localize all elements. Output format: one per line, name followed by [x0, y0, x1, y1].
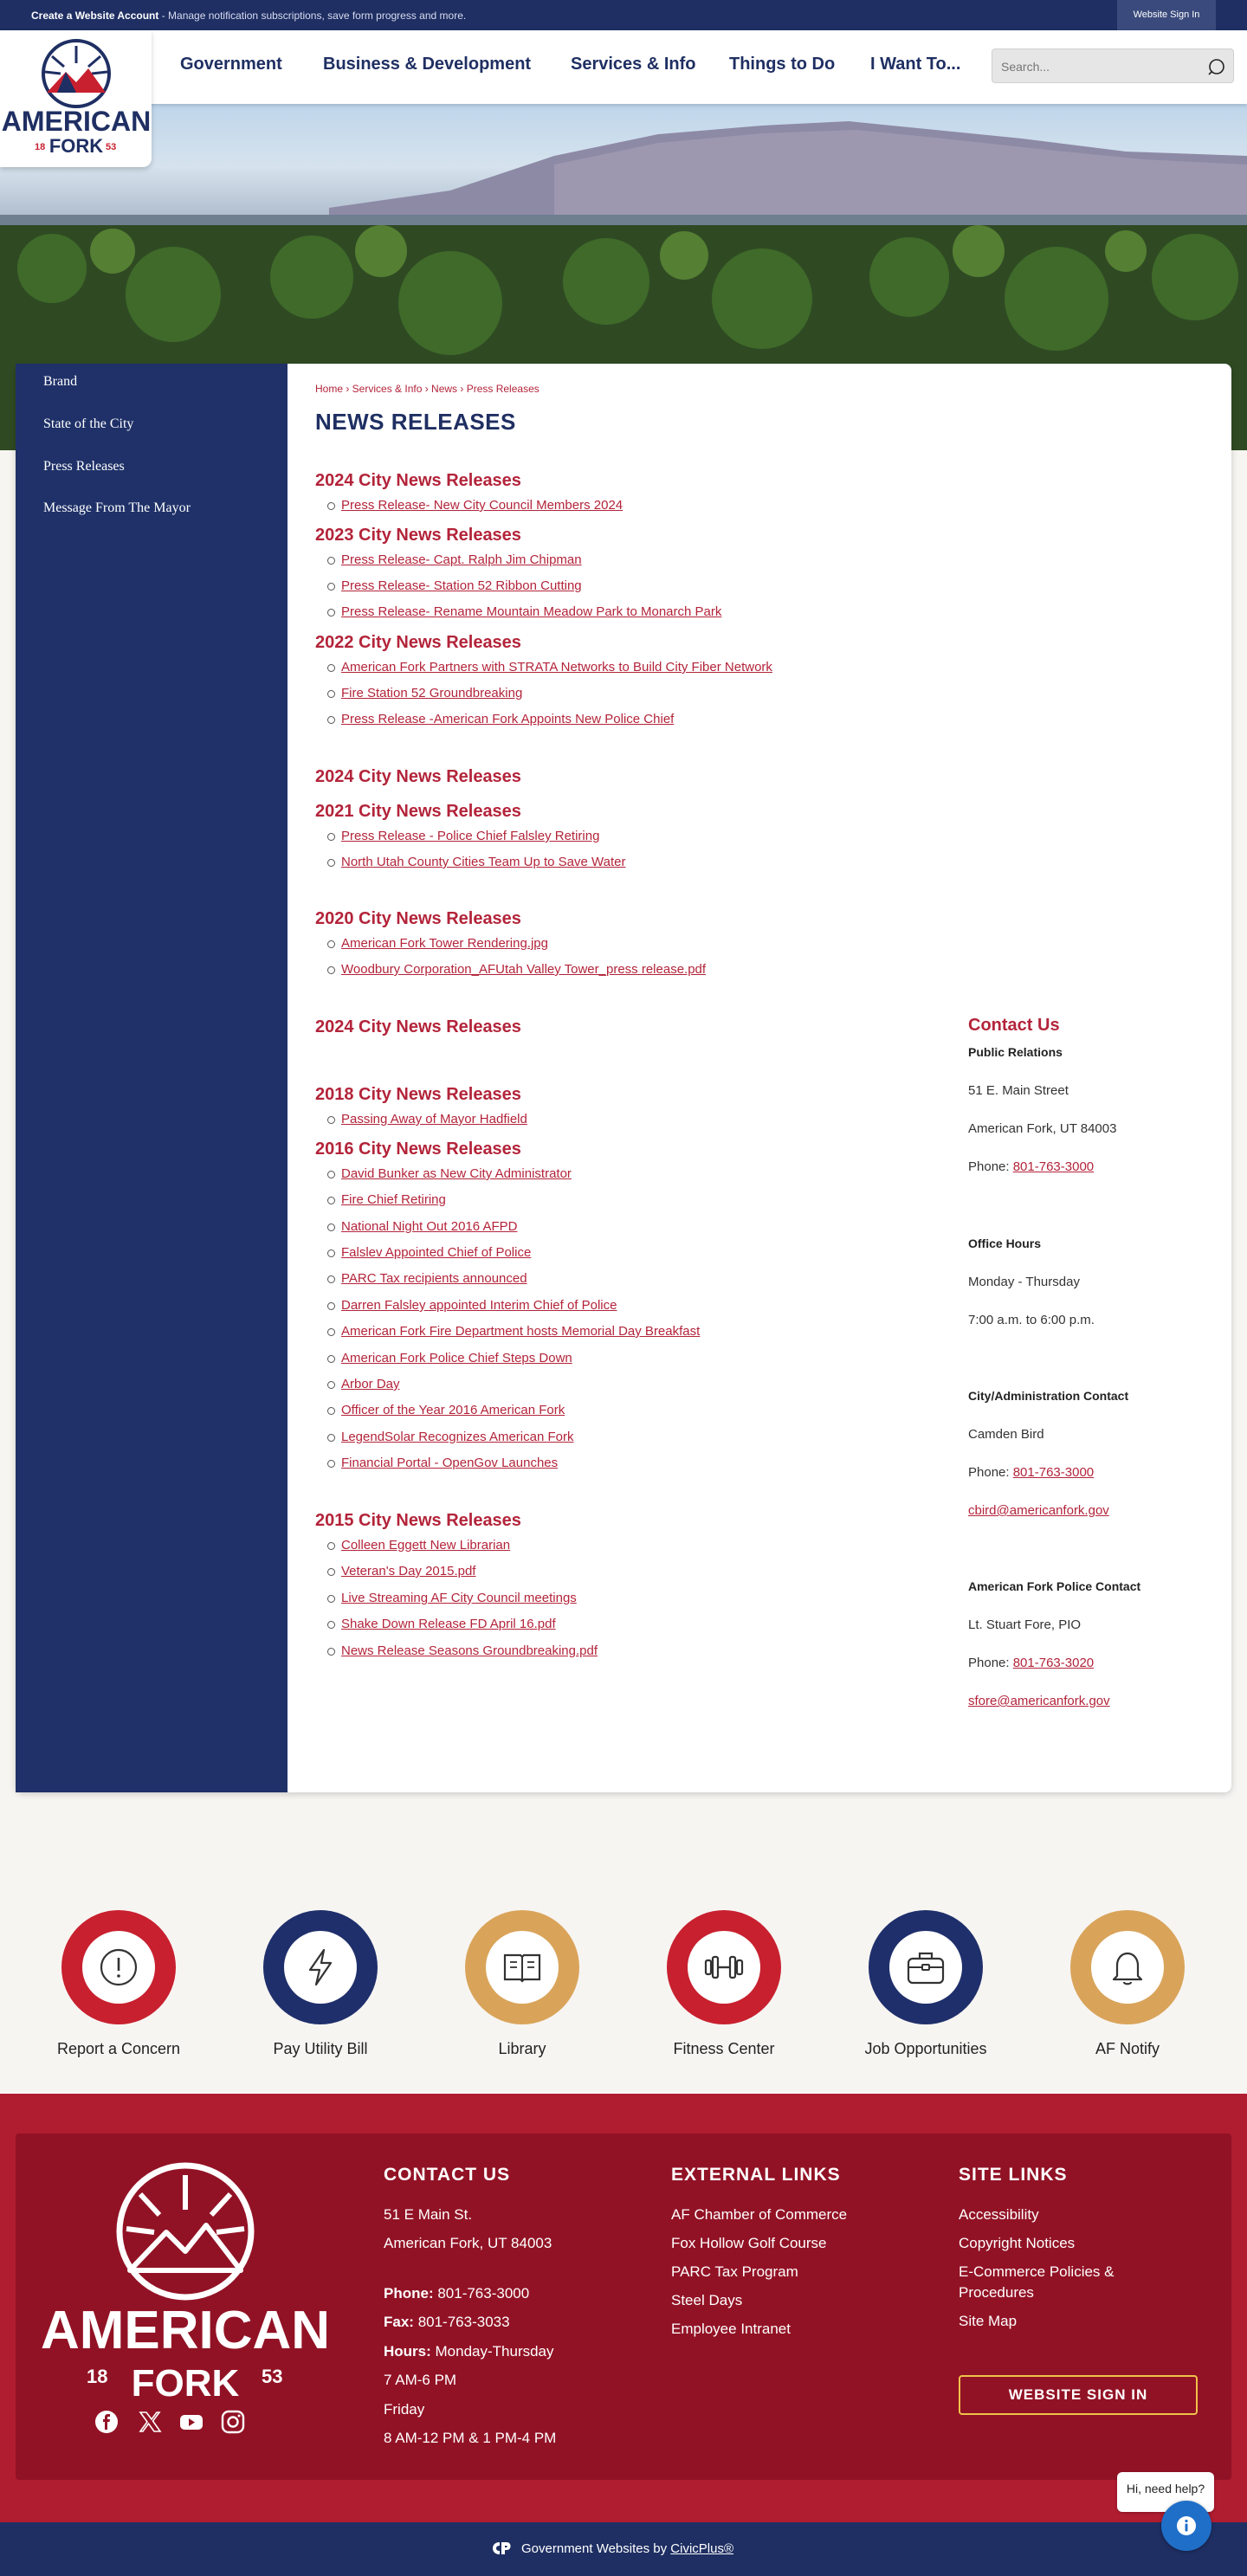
x-twitter-icon[interactable]: [137, 2409, 163, 2435]
police-phone: [968, 1656, 1094, 1670]
news-link[interactable]: Officer of the Year 2016 American Fork: [341, 1403, 565, 1417]
facebook-icon[interactable]: [94, 2409, 120, 2435]
news-link[interactable]: Press Release- Station 52 Ribbon Cutting: [341, 578, 582, 593]
svg-text:18: 18: [35, 142, 46, 152]
svg-text:53: 53: [262, 2366, 283, 2387]
quick-link-circle: [1070, 1910, 1185, 2024]
search-icon[interactable]: [1207, 57, 1226, 76]
civicplus-credit: [521, 2541, 733, 2556]
quick-link-label: Job Opportunities: [864, 2040, 987, 2057]
nav-things-to-do[interactable]: Things to Do: [729, 55, 836, 74]
police-email: [968, 1694, 1110, 1708]
quick-link-circle: [465, 1910, 579, 2024]
quick-link-report-a-concern[interactable]: [17, 1910, 220, 2058]
top-signin-button[interactable]: Website Sign In: [1117, 0, 1216, 30]
dumbbell-icon: [703, 1947, 745, 1988]
office-hours-time: 7:00 a.m. to 6:00 p.m.: [968, 1313, 1095, 1327]
quick-links: [0, 1870, 1247, 2095]
briefcase-icon: [905, 1947, 947, 1988]
news-link[interactable]: Woodbury Corporation_AFUtah Valley Tower_press release.pdf: [341, 962, 707, 977]
quick-link-label: Report a Concern: [56, 2040, 181, 2057]
news-link[interactable]: Live Streaming AF City Council meetings: [341, 1591, 577, 1605]
pr-phone-link[interactable]: 801-763-3000: [1012, 1159, 1095, 1174]
quick-link-fitness-center[interactable]: [623, 1910, 825, 2058]
footer: [0, 2094, 1247, 2522]
news-link[interactable]: Passing Away of Mayor Hadfield: [341, 1112, 527, 1127]
nav-government[interactable]: Government: [180, 55, 282, 74]
book-icon: [501, 1947, 543, 1988]
site-link-accessibility[interactable]: Accessibility: [959, 2206, 1039, 2223]
svg-text:FORK: FORK: [48, 135, 104, 157]
footer-contact-heading: CONTACT US: [384, 2165, 511, 2185]
footer-phone: [384, 2285, 529, 2302]
admin-phone: [968, 1465, 1094, 1480]
search-box: [992, 48, 1234, 83]
quick-link-library[interactable]: [421, 1910, 624, 2058]
footer-hours-days: Monday-Thursday: [430, 2343, 554, 2360]
news-link[interactable]: American Fork Fire Department hosts Memorial Day Breakfast: [341, 1324, 701, 1339]
external-link-chamber[interactable]: AF Chamber of Commerce: [671, 2206, 848, 2223]
quick-link-circle: [263, 1910, 378, 2024]
news-link[interactable]: Colleen Eggett New Librarian: [341, 1538, 511, 1553]
admin-phone-link[interactable]: 801-763-3000: [1012, 1465, 1095, 1480]
news-link[interactable]: Press Release- Capt. Ralph Jim Chipman: [341, 552, 582, 567]
quick-link-pay-utility-bill[interactable]: [219, 1910, 422, 2058]
section-heading: 2022 City News Releases: [315, 633, 521, 652]
bell-icon: [1107, 1947, 1148, 1988]
news-link[interactable]: American Fork Tower Rendering.jpg: [341, 936, 548, 951]
contact-us-heading: Contact Us: [968, 1016, 1060, 1035]
admin-contact-name: Camden Bird: [968, 1427, 1044, 1442]
site-link-ecommerce[interactable]: E-Commerce Policies &: [959, 2263, 1115, 2280]
quick-link-label: AF Notify: [1095, 2040, 1160, 2057]
news-link[interactable]: Financial Portal - OpenGov Launches: [341, 1456, 559, 1470]
pr-address-line1: 51 E. Main Street: [968, 1083, 1069, 1098]
site-link-ecommerce-line2[interactable]: Procedures: [959, 2284, 1034, 2301]
chat-button[interactable]: [1161, 2501, 1211, 2551]
admin-contact-heading: City/Administration Contact: [968, 1389, 1129, 1403]
youtube-icon[interactable]: [178, 2409, 204, 2435]
news-link[interactable]: Press Release- New City Council Members 2024: [341, 498, 624, 513]
news-link[interactable]: Fire Chief Retiring: [341, 1192, 446, 1207]
phone-label: Phone:: [968, 1656, 1013, 1670]
news-link[interactable]: LegendSolar Recognizes American Fork: [341, 1430, 574, 1444]
footer-address-line2: American Fork, UT 84003: [384, 2235, 552, 2251]
search-input[interactable]: [1001, 57, 1192, 76]
sidebar-item-press-releases[interactable]: Press Releases: [43, 459, 125, 474]
civicplus-text: Government Websites by: [521, 2541, 671, 2556]
breadcrumb[interactable]: Home › Services & Info › News › Press Releases: [315, 383, 540, 395]
top-bar: [0, 0, 1247, 30]
svg-text:18: 18: [87, 2366, 108, 2387]
external-link-golf[interactable]: Fox Hollow Golf Course: [671, 2235, 827, 2251]
quick-link-label: Library: [498, 2040, 546, 2057]
info-icon: [1176, 2515, 1197, 2536]
nav-business-development[interactable]: Business & Development: [323, 55, 532, 74]
police-contact-name: Lt. Stuart Fore, PIO: [968, 1617, 1082, 1632]
civicplus-icon: [491, 2540, 512, 2557]
footer-address-line1: 51 E Main St.: [384, 2206, 473, 2223]
svg-text:AMERICAN: AMERICAN: [40, 2301, 331, 2360]
footer-site-heading: SITE LINKS: [959, 2165, 1068, 2185]
nav-services-info[interactable]: Services & Info: [571, 55, 696, 74]
news-link[interactable]: PARC Tax recipients announced: [341, 1271, 527, 1286]
page-title: NEWS RELEASES: [315, 409, 516, 435]
footer-phone-label: Phone:: [384, 2285, 434, 2302]
footer-website-signin-button[interactable]: WEBSITE SIGN IN: [959, 2375, 1198, 2415]
section-heading: 2018 City News Releases: [315, 1085, 521, 1104]
news-link[interactable]: North Utah County Cities Team Up to Save Water: [341, 855, 626, 869]
police-contact-heading: American Fork Police Contact: [968, 1579, 1141, 1593]
section-heading: 2015 City News Releases: [315, 1511, 521, 1530]
section-heading: 2021 City News Releases: [315, 802, 521, 821]
section-heading: 2023 City News Releases: [315, 526, 521, 545]
news-link[interactable]: National Night Out 2016 AFPD: [341, 1219, 518, 1234]
sidebar-item-state-of-the-city[interactable]: State of the City: [43, 416, 134, 431]
news-link[interactable]: Fire Station 52 Groundbreaking: [341, 686, 523, 700]
site-link-site-map[interactable]: Site Map: [959, 2313, 1018, 2329]
public-relations-heading: Public Relations: [968, 1045, 1063, 1059]
news-link[interactable]: Press Release -American Fork Appoints New Police Chief: [341, 712, 675, 726]
instagram-icon[interactable]: [220, 2409, 246, 2435]
account-message-text: - Manage notification subscriptions, save form progress and more.: [158, 10, 467, 22]
police-phone-link[interactable]: 801-763-3020: [1012, 1656, 1095, 1670]
news-link[interactable]: News Release Seasons Groundbreaking.pdf: [341, 1643, 598, 1658]
quick-link-circle: [667, 1910, 781, 2024]
site-link-copyright[interactable]: Copyright Notices: [959, 2235, 1076, 2251]
footer-logo[interactable]: [40, 2149, 331, 2409]
news-link[interactable]: Veteran's Day 2015.pdf: [341, 1564, 476, 1579]
police-email-link[interactable]: sfore@americanfork.gov: [968, 1694, 1110, 1708]
footer-hours-time: 7 AM-6 PM: [384, 2372, 457, 2388]
chat-bubble[interactable]: Hi, need help?: [1117, 2472, 1214, 2512]
news-link[interactable]: Press Release - Police Chief Falsley Retiring: [341, 829, 600, 843]
site-logo[interactable]: [0, 30, 152, 167]
footer-friday-time: 8 AM-12 PM & 1 PM-4 PM: [384, 2430, 557, 2446]
sidebar-nav: [16, 364, 288, 1792]
news-link[interactable]: Falslev Appointed Chief of Police: [341, 1245, 532, 1260]
quick-link-af-notify[interactable]: [1026, 1910, 1229, 2058]
external-link-parc-tax[interactable]: PARC Tax Program: [671, 2263, 798, 2280]
sidebar-item-brand[interactable]: Brand: [43, 374, 78, 389]
footer-fax-value: 801-763-3033: [413, 2314, 510, 2330]
quick-link-job-opportunities[interactable]: [824, 1910, 1027, 2058]
lightning-icon: [300, 1947, 341, 1988]
account-message: [31, 10, 466, 22]
footer-friday: Friday: [384, 2401, 425, 2418]
external-link-steel-days[interactable]: Steel Days: [671, 2292, 743, 2308]
quick-link-circle: [61, 1910, 176, 2024]
footer-hours-label: Hours:: [384, 2343, 431, 2360]
news-link[interactable]: American Fork Police Chief Steps Down: [341, 1351, 572, 1365]
section-heading: 2024 City News Releases: [315, 1017, 521, 1036]
footer-hours: [384, 2343, 554, 2360]
footer-fax: [384, 2314, 510, 2331]
footer-panel: [16, 2134, 1231, 2480]
main-content-card: [16, 364, 1231, 1792]
site-header: [0, 30, 1247, 104]
office-hours-heading: Office Hours: [968, 1236, 1042, 1250]
pr-phone: [968, 1159, 1094, 1174]
svg-text:53: 53: [106, 142, 117, 152]
sidebar-item-message-from-the-mayor[interactable]: Message From The Mayor: [43, 500, 191, 515]
news-link[interactable]: American Fork Partners with STRATA Networks to Build City Fiber Network: [341, 660, 772, 675]
footer-phone-value[interactable]: 801-763-3000: [433, 2285, 530, 2302]
svg-text:AMERICAN: AMERICAN: [1, 106, 152, 137]
bottom-bar: [0, 2522, 1247, 2576]
quick-link-label: Pay Utility Bill: [273, 2040, 368, 2057]
section-heading: 2024 City News Releases: [315, 471, 521, 490]
admin-email: [968, 1503, 1109, 1518]
nav-i-want-to[interactable]: I Want To...: [870, 55, 961, 74]
news-link[interactable]: Press Release- Rename Mountain Meadow Park to Monarch Park: [341, 604, 722, 619]
quick-link-label: Fitness Center: [673, 2040, 775, 2057]
external-link-intranet[interactable]: Employee Intranet: [671, 2321, 791, 2337]
admin-email-link[interactable]: cbird@americanfork.gov: [968, 1503, 1109, 1518]
phone-label: Phone:: [968, 1159, 1013, 1174]
alert-icon: [98, 1947, 139, 1988]
footer-fax-label: Fax:: [384, 2314, 414, 2330]
office-hours-days: Monday - Thursday: [968, 1275, 1080, 1289]
section-heading: 2020 City News Releases: [315, 909, 521, 928]
civicplus-link[interactable]: CivicPlus®: [670, 2541, 734, 2556]
news-link[interactable]: David Bunker as New City Administrator: [341, 1166, 572, 1181]
phone-label: Phone:: [968, 1465, 1013, 1480]
section-heading: 2016 City News Releases: [315, 1140, 521, 1159]
create-account-link[interactable]: Create a Website Account: [31, 10, 159, 22]
pr-address-line2: American Fork, UT 84003: [968, 1121, 1117, 1136]
news-link[interactable]: Darren Falsley appointed Interim Chief of Police: [341, 1298, 617, 1313]
section-heading: 2024 City News Releases: [315, 767, 521, 786]
news-link[interactable]: Shake Down Release FD April 16.pdf: [341, 1617, 556, 1631]
american-fork-logo: [1, 37, 152, 163]
quick-link-circle: [869, 1910, 983, 2024]
news-link[interactable]: Arbor Day: [341, 1377, 400, 1391]
svg-text:FORK: FORK: [131, 2362, 240, 2405]
footer-external-heading: EXTERNAL LINKS: [671, 2165, 841, 2185]
